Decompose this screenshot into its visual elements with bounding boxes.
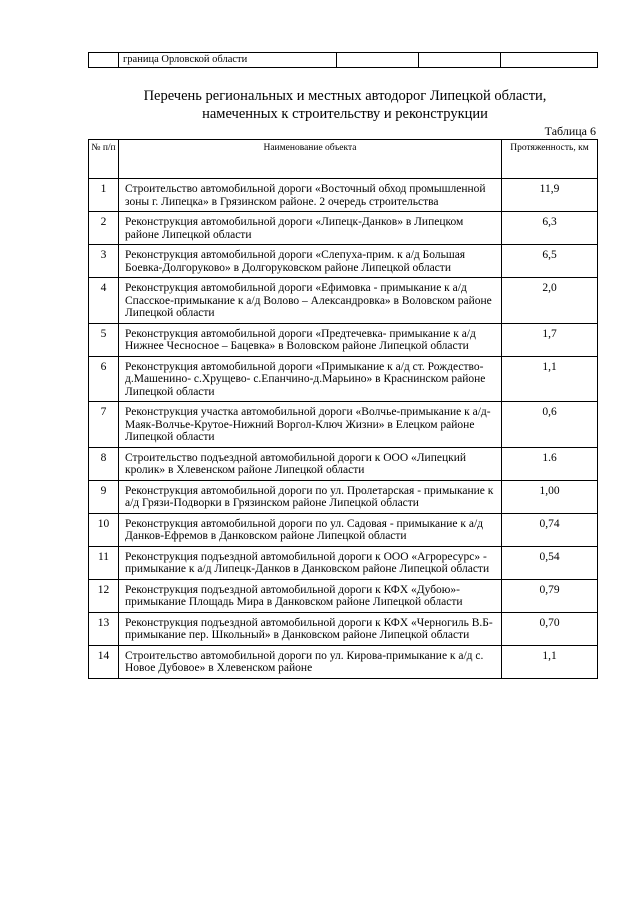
row-object-name: Реконструкция автомобильной дороги «Липецк-Данков» в Липецком районе Липецкой области (119, 212, 502, 245)
table-row (89, 612, 598, 645)
table-row (89, 513, 598, 546)
header-length: Протяженность, км (502, 140, 598, 179)
table-row (89, 645, 598, 678)
row-length: 11,9 (502, 179, 598, 212)
row-number: 4 (89, 278, 119, 324)
table-row (89, 245, 598, 278)
row-object-name: Реконструкция участка автомобильной дороги «Волчье-примыкание к а/д-Маяк-Волчье-Крутое-Нижний Воргол-Ключ Жизни» в Елецком районе Липецкой области (119, 402, 502, 448)
row-number: 12 (89, 579, 119, 612)
row-number: 7 (89, 402, 119, 448)
row-length: 1,7 (502, 323, 598, 356)
table-number-label: Таблица 6 (544, 124, 596, 138)
roads-table (88, 139, 598, 679)
row-object-name: Строительство автомобильной дороги «Восточный обход промышленной зоны г. Липецка» в Грязинском районе. 2 очередь строительства (119, 179, 502, 212)
heading-line-1: Перечень региональных и местных автодорог Липецкой области, (143, 88, 547, 104)
row-length: 0,6 (502, 402, 598, 448)
table-body (89, 179, 598, 679)
continued-cell-num (89, 53, 119, 68)
row-length: 6,3 (502, 212, 598, 245)
continued-table-fragment (88, 52, 598, 68)
continued-cell-empty (419, 53, 501, 68)
table-header-row (89, 140, 598, 179)
table-row (89, 356, 598, 402)
row-length: 2,0 (502, 278, 598, 324)
row-object-name: Строительство автомобильной дороги по ул. Кирова-примыкание к а/д с. Новое Дубовое» в Хлевенском районе (119, 645, 502, 678)
row-number: 5 (89, 323, 119, 356)
header-name: Наименование объекта (119, 140, 502, 179)
table-row (89, 323, 598, 356)
row-number: 2 (89, 212, 119, 245)
row-number: 13 (89, 612, 119, 645)
row-number: 14 (89, 645, 119, 678)
page-heading (100, 87, 590, 123)
row-length: 0,74 (502, 513, 598, 546)
row-object-name: Реконструкция автомобильной дороги «Слепуха-прим. к а/д Большая Боевка-Долгоруково» в Долгоруковском районе Липецкой области (119, 245, 502, 278)
table-row (89, 480, 598, 513)
row-length: 0,70 (502, 612, 598, 645)
row-length: 1,1 (502, 645, 598, 678)
heading-line-2: намеченных к строительству и реконструкции (202, 106, 488, 122)
row-length: 0,79 (502, 579, 598, 612)
header-num: № п/п (89, 140, 119, 179)
row-number: 8 (89, 447, 119, 480)
table-row (89, 179, 598, 212)
continued-cell-empty (337, 53, 419, 68)
table-row (89, 447, 598, 480)
row-number: 9 (89, 480, 119, 513)
row-length: 1,1 (502, 356, 598, 402)
continued-cell-empty (501, 53, 598, 68)
table-row (89, 579, 598, 612)
row-length: 0,54 (502, 546, 598, 579)
table-row (89, 546, 598, 579)
row-number: 10 (89, 513, 119, 546)
row-number: 1 (89, 179, 119, 212)
row-object-name: Строительство подъездной автомобильной дороги к ООО «Липецкий кролик» в Хлевенском районе Липецкой области (119, 447, 502, 480)
row-object-name: Реконструкция подъездной автомобильной дороги к КФХ «Дубою»-примыкание Площадь Мира в Данковском районе Липецкой области (119, 579, 502, 612)
table-row (89, 402, 598, 448)
row-number: 11 (89, 546, 119, 579)
continued-cell-text: граница Орловской области (119, 53, 337, 68)
row-object-name: Реконструкция автомобильной дороги по ул. Садовая - примыкание к а/д Данков-Ефремов в Данковском районе Липецкой области (119, 513, 502, 546)
row-object-name: Реконструкция автомобильной дороги «Примыкание к а/д ст. Рождество-д.Машенино- с.Хрущево- с.Епанчино-д.Марьино» в Краснинском районе Липецкой области (119, 356, 502, 402)
table-row (89, 212, 598, 245)
row-object-name: Реконструкция автомобильной дороги «Ефимовка - примыкание к а/д Спасское-примыкание к а/д Волово – Александровка» в Воловском районе Липецкой области (119, 278, 502, 324)
row-length: 1.6 (502, 447, 598, 480)
row-length: 6,5 (502, 245, 598, 278)
row-object-name: Реконструкция подъездной автомобильной дороги к КФХ «Черногиль В.Б-примыкание пер. Школьный» в Данковском районе Липецкой области (119, 612, 502, 645)
table-row (89, 278, 598, 324)
row-number: 3 (89, 245, 119, 278)
row-object-name: Реконструкция автомобильной дороги по ул. Пролетарская - примыкание к а/д Грязи-Подворки в Грязинском районе Липецкой области (119, 480, 502, 513)
row-number: 6 (89, 356, 119, 402)
row-object-name: Реконструкция подъездной автомобильной дороги к ООО «Агроресурс» - примыкание к а/д Липецк-Данков в Данковском районе Липецкой области (119, 546, 502, 579)
continued-table-row (89, 53, 598, 68)
row-length: 1,00 (502, 480, 598, 513)
row-object-name: Реконструкция автомобильной дороги «Предтечевка- примыкание к а/д Нижнее Чесносное – Бацевка» в Воловском районе Липецкой области (119, 323, 502, 356)
